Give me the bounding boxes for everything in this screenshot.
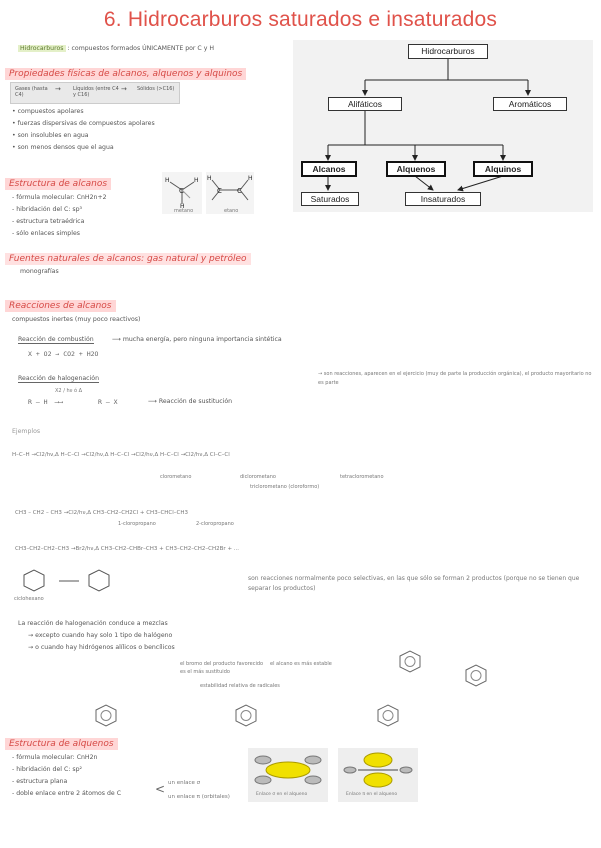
node-aromaticos: Aromáticos xyxy=(493,97,567,111)
svg-text:H: H xyxy=(207,175,212,182)
combustion-desc-line: ⟶ mucha energía, pero ninguna importancia sintética xyxy=(112,336,282,343)
benzene-ring-icon xyxy=(226,700,266,734)
example-eq-3: CH3–CH2–CH2–CH3 →Br2/hν,Δ CH3–CH2–CHBr–CH3 + CH3–CH2–CH2–CH2Br + ... xyxy=(15,546,240,552)
svg-text:H: H xyxy=(194,177,199,184)
ethane-label: etano xyxy=(224,208,239,214)
arrow-icon: → xyxy=(121,85,127,93)
sigma-bond-image xyxy=(248,748,328,802)
sources-heading: Fuentes naturales de alcanos: gas natural y petróleo xyxy=(5,253,251,265)
node-insaturados: Insaturados xyxy=(405,192,481,206)
halogenation-conditions: X2 / hν ó Δ xyxy=(55,388,83,394)
node-saturados: Saturados xyxy=(301,192,359,206)
svg-text:H: H xyxy=(165,177,170,184)
props-bullet: • son insolubles en agua xyxy=(12,132,89,139)
alkenes-heading: Estructura de alquenos xyxy=(5,738,118,750)
bond-sigma: un enlace σ xyxy=(168,780,201,786)
halogenation-reactant: R – H xyxy=(28,398,48,406)
halogenation-product: R – X xyxy=(98,398,118,406)
alkenes-item: - fórmula molecular: CnH2n xyxy=(12,754,98,761)
arrow-icon: ⟶⟶ xyxy=(55,398,63,406)
toluene-ring-icon xyxy=(390,646,430,680)
methane-molecule xyxy=(162,172,202,214)
node-alquenos: Alquenos xyxy=(386,161,446,177)
alkenes-item: - doble enlace entre 2 átomos de C xyxy=(12,790,122,797)
definition-line xyxy=(18,45,214,52)
alkanes-item: - hibridación del C: sp³ xyxy=(12,206,82,213)
bond-pi: un enlace π (orbitales) xyxy=(168,794,230,800)
benzene-ring-icon xyxy=(368,700,408,734)
reactions-heading: Reacciones de alcanos xyxy=(5,300,116,312)
ring-note: son reacciones normalmente poco selectivas, en las que sólo se forman 2 productos (porque no se tienen que separar los productos) xyxy=(248,575,580,592)
cyclohexane-label: ciclohexano xyxy=(14,596,44,602)
alkenes-item: - hibridación del C: sp² xyxy=(12,766,82,773)
props-bullet: • fuerzas dispersivas de compuestos apolares xyxy=(12,120,155,127)
pi-caption: Enlace π en el alqueno xyxy=(346,792,398,797)
benzene-ring-icon xyxy=(86,700,126,734)
selectivity-line: La reacción de halogenación conduce a mezclas xyxy=(18,620,168,627)
example-label-trichloromethane: triclorometano (cloroformo) xyxy=(250,484,320,490)
selectivity-line: → o cuando hay hidrógenos alílicos o bencílicos xyxy=(28,644,175,651)
props-heading: Propiedades físicas de alcanos, alquenos y alquinos xyxy=(5,68,246,80)
ethane-structure-icon xyxy=(206,172,254,208)
combustion-label: Reacción de combustión xyxy=(18,336,94,343)
node-alifaticos: Alifáticos xyxy=(328,97,402,111)
svg-text:H: H xyxy=(180,203,185,208)
state-solids: Sólidos (>C16) xyxy=(137,86,175,92)
svg-text:H: H xyxy=(248,175,253,182)
cyclohexane-reaction-icon xyxy=(14,567,124,597)
example-eq-1: H–C–H →Cl2/hν,Δ H–C–Cl →Cl2/hν,Δ H–C–Cl →Cl2/hν,Δ H–C–Cl →Cl2/hν,Δ Cl–C–Cl xyxy=(12,452,230,458)
state-liquids: Líquidos (entre C4 y C16) xyxy=(73,86,119,98)
examples-label: Ejemplos xyxy=(12,428,41,435)
example-eq-2: CH3 – CH2 – CH3 →Cl2/hν,Δ CH3–CH2–CH2Cl + CH3–CHCl–CH3 xyxy=(15,510,189,516)
methane-structure-icon xyxy=(162,172,202,208)
states-strip xyxy=(10,82,180,104)
arrow-icon: → xyxy=(55,85,61,93)
selectivity-note: el bromo del producto favorecido es el más sustituido xyxy=(180,661,264,675)
node-alcanos: Alcanos xyxy=(301,161,357,177)
example-label-dichloromethane: diclorometano xyxy=(240,474,276,480)
product-ring-icon xyxy=(456,660,496,694)
props-bullet: • compuestos apolares xyxy=(12,108,84,115)
halogenation-side-note: → son reacciones, aparecen en el ejercicio (muy de parte la producción orgánica), el producto mayoritario no es parte xyxy=(318,371,592,386)
state-gases: Gases (hasta C4) xyxy=(15,86,48,98)
diagram-arrows xyxy=(293,40,593,212)
page-title: 6. Hidrocarburos saturados e insaturados xyxy=(103,8,498,31)
props-bullet: • son menos densos que el agua xyxy=(12,144,114,151)
example-label-2-chloropropane: 2-cloropropano xyxy=(196,521,234,527)
selectivity-note: el alcano es más estable xyxy=(270,661,332,667)
alkanes-item: - fórmula molecular: CnH2n+2 xyxy=(12,194,107,201)
selectivity-note: estabilidad relativa de radicales xyxy=(200,683,280,689)
pi-bond-image xyxy=(338,748,418,802)
selectivity-line: → excepto cuando hay solo 1 tipo de halógeno xyxy=(28,632,173,639)
sigma-caption: Enlace σ en el alqueno xyxy=(256,792,308,797)
methane-label: metano xyxy=(174,208,194,214)
halogenation-result: Reacción de sustitución xyxy=(158,398,233,405)
alkenes-item: - estructura plana xyxy=(12,778,68,785)
definition-text: : compuestos formados ÚNICAMENTE por C y H xyxy=(67,45,214,52)
example-label-1-chloropropane: 1-cloropropano xyxy=(118,521,156,527)
pi-orbital-icon xyxy=(338,748,418,792)
combustion-eq: X + O2 → CO2 + H2O xyxy=(28,350,99,358)
sigma-orbital-icon xyxy=(248,748,328,792)
example-label-tetrachloromethane: tetraclorometano xyxy=(340,474,384,480)
alkanes-heading: Estructura de alcanos xyxy=(5,178,111,190)
combustion-desc: mucha energía, pero ninguna importancia sintética xyxy=(122,336,282,343)
svg-text:C: C xyxy=(237,187,242,195)
node-alquinos: Alquinos xyxy=(473,161,533,177)
sources-note: monografías xyxy=(20,268,59,275)
alkanes-item: - sólo enlaces simples xyxy=(12,230,80,237)
svg-text:C: C xyxy=(179,187,184,195)
reactions-subtitle: compuestos inertes (muy poco reactivos) xyxy=(12,316,141,323)
bond-brace-icon: < xyxy=(155,782,166,796)
ethane-molecule xyxy=(206,172,254,214)
example-label-chloromethane: clorometano xyxy=(160,474,192,480)
halogenation-label: Reacción de halogenación xyxy=(18,375,100,382)
halogenation-result-line: ⟶ Reacción de sustitución xyxy=(148,398,233,405)
hydrocarbon-diagram xyxy=(293,40,593,212)
node-hidrocarburos: Hidrocarburos xyxy=(408,44,488,59)
definition-term: Hidrocarburos xyxy=(20,45,64,52)
svg-text:C: C xyxy=(217,187,222,195)
alkanes-item: - estructura tetraédrica xyxy=(12,218,85,225)
